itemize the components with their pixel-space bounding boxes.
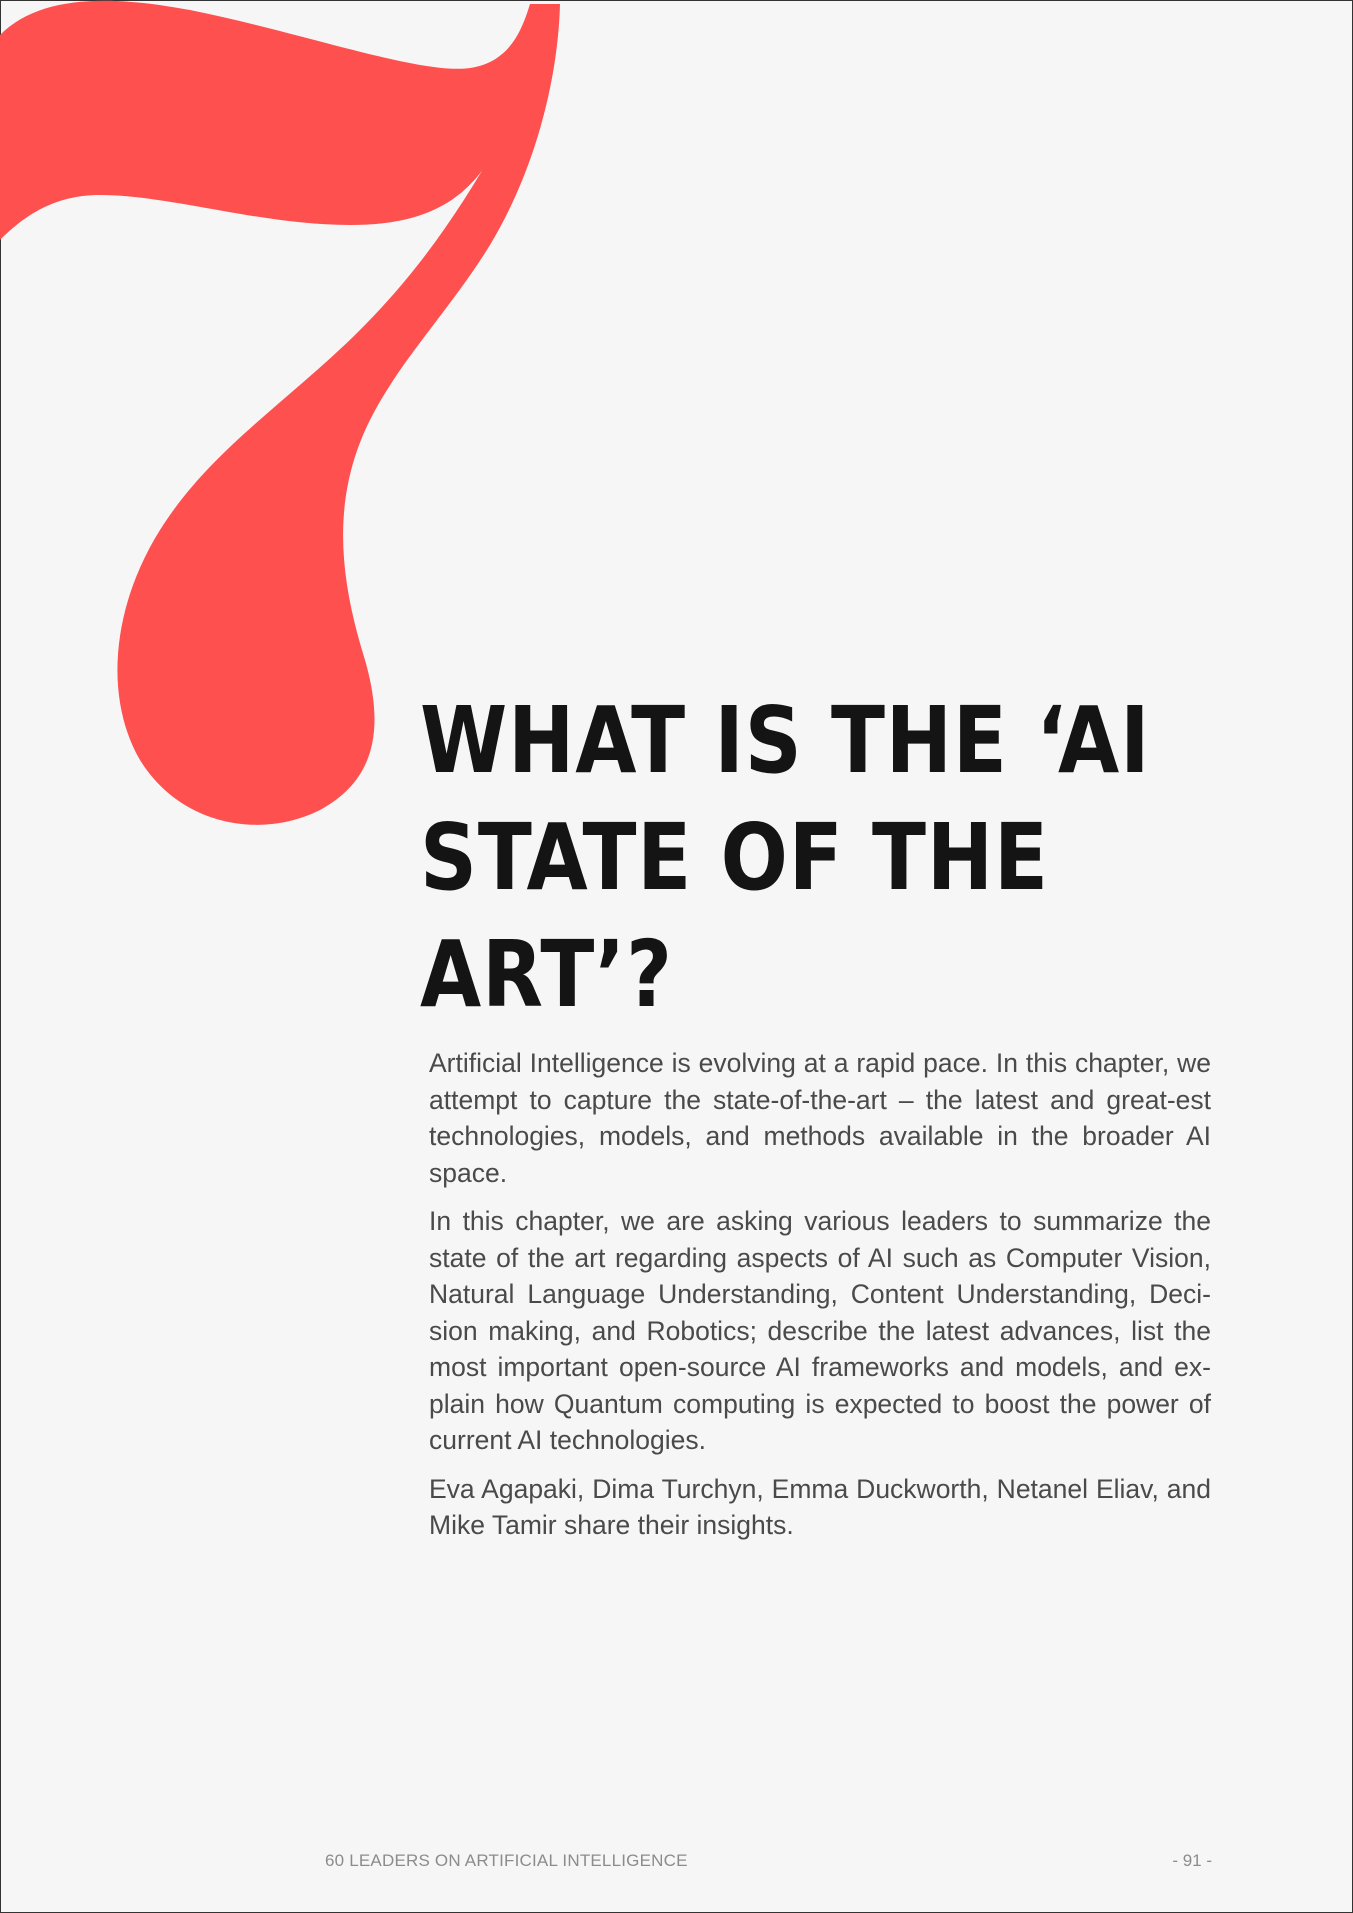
intro-paragraph: Artificial Intelligence is evolving at a rapid pace. In this chapter, we attempt to capture the state-of-the-art – the latest and great-est technologies, models, and methods available in the broader AI space. xyxy=(429,1048,1211,1188)
title-line: STATE OF THE xyxy=(420,804,1049,911)
title-line: ART’? xyxy=(420,921,673,1028)
intro-paragraph: Eva Agapaki, Dima Turchyn, Emma Duckworth, Netanel Eliav, and Mike Tamir share their insights. xyxy=(429,1473,1211,1540)
footer-page-number: - 91 - xyxy=(1172,1851,1212,1870)
chapter-title xyxy=(420,682,1151,1033)
intro-paragraph: In this chapter, we are asking various leaders to summarize the state of the art regarding aspects of AI such as Computer Vision, Natural Language Understanding, Content Understanding, Deci-sion making, and Robotics; describe the latest advances, list the most important open-source AI frameworks and models, and ex-plain how Quantum computing is expected to boost the power of current AI technologies. xyxy=(429,1206,1211,1455)
chapter-introduction xyxy=(429,1045,1211,1556)
title-line: WHAT IS THE ‘AI xyxy=(420,687,1151,794)
footer-book-title: 60 LEADERS ON ARTIFICIAL INTELLIGENCE xyxy=(325,1851,688,1870)
